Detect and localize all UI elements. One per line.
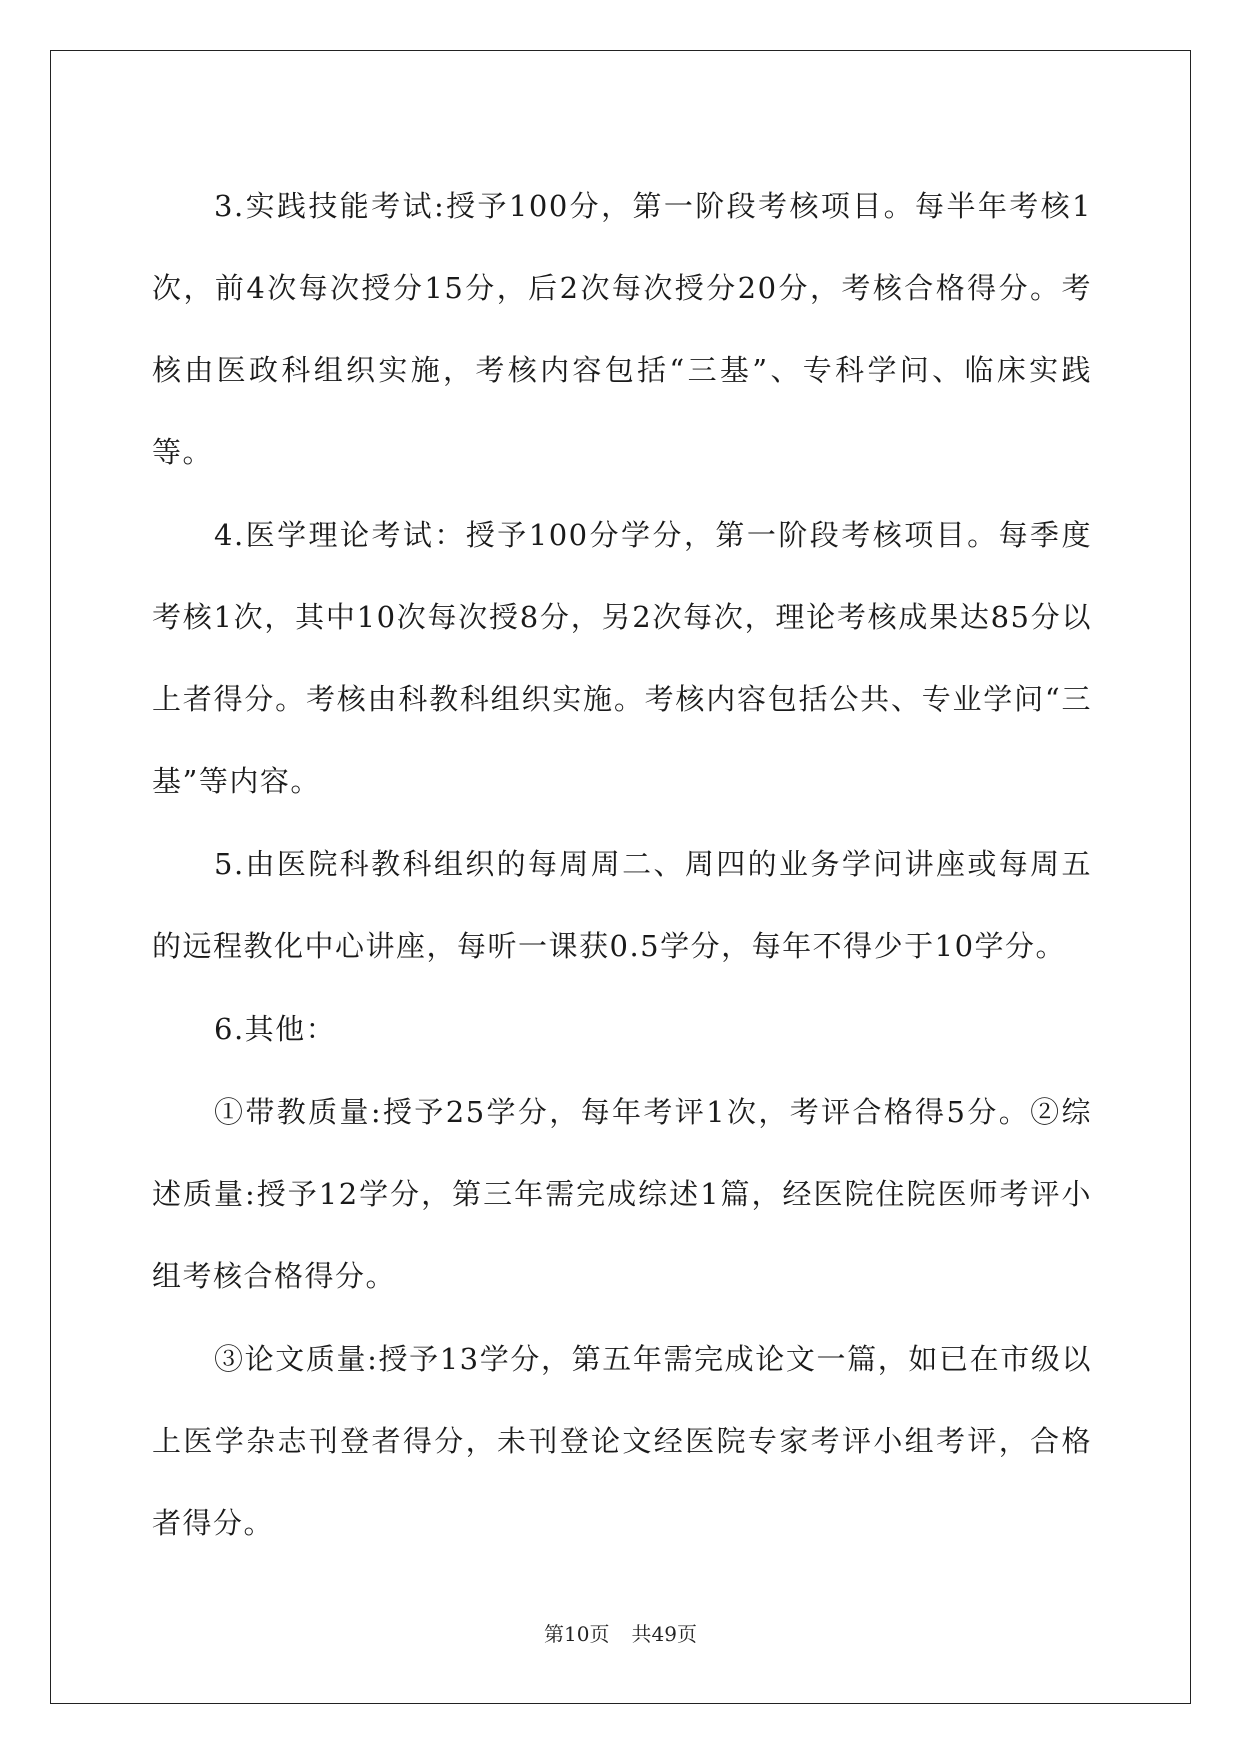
paragraph-practical-exam: 3.实践技能考试:授予100分，第一阶段考核项目。每半年考核1次，前4次每次授分15分，后2次每次授分20分，考核合格得分。考核由医政科组织实施，考核内容包括“三基”、专科学问、临床实践等。 — [152, 189, 1092, 469]
document-body — [152, 165, 1092, 1565]
paragraph-lectures: 5.由医院科教科组织的每周周二、周四的业务学问讲座或每周五的远程教化中心讲座，每听一课获0.5学分，每年不得少于10学分。 — [152, 847, 1092, 963]
page-footer — [0, 1618, 1241, 1647]
page-number: 第10页 — [544, 1622, 610, 1646]
paragraph-teaching-quality: ①带教质量:授予25学分，每年考评1次，考评合格得5分。②综述质量:授予12学分，第三年需完成综述1篇，经医院住院医师考评小组考核合格得分。 — [152, 1095, 1092, 1293]
total-pages: 共49页 — [631, 1622, 697, 1646]
paragraph-other-heading: 6.其他： — [214, 1012, 337, 1046]
paragraph-theory-exam: 4.医学理论考试：授予100分学分，第一阶段考核项目。每季度考核1次，其中10次每次授8分，另2次每次，理论考核成果达85分以上者得分。考核由科教科组织实施。考核内容包括公共、专业学问“三基”等内容。 — [152, 518, 1092, 798]
paragraph-paper-quality: ③论文质量:授予13学分，第五年需完成论文一篇，如已在市级以上医学杂志刊登者得分，未刊登论文经医院专家考评小组考评，合格者得分。 — [152, 1342, 1092, 1540]
